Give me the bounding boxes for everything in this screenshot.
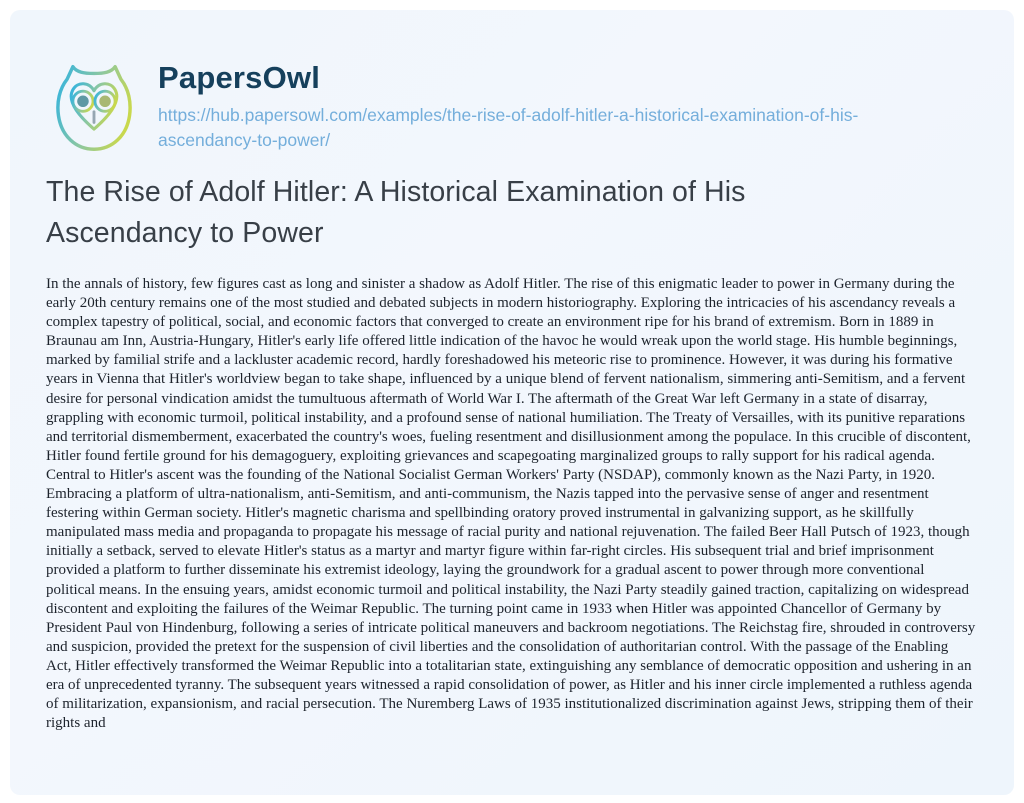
article-body-text: In the annals of history, few figures cast as long and sinister a shadow as Adolf Hitler. The rise of this enigmatic leader to power in Germany during the early 20th century remains one of the most studied and debated subjects in modern historiography. Exploring the intricacies of his ascendancy reveals a complex tapestry of political, social, and economic factors that converged to create an environment ripe for his brand of extremism. Born in 1889 in Braunau am Inn, Austria-Hungary, Hitler's early life offered little indication of the havoc he would wreak upon the world stage. His humble beginnings, marked by familial strife and a lackluster academic record, hardly foreshadowed his meteoric rise to prominence. However, it was during his formative years in Vienna that Hitler's worldview began to take shape, influenced by a unique blend of fervent nationalism, simmering anti-Semitism, and a fervent desire for personal vindication amidst the tumultuous aftermath of World War I. The aftermath of the Great War left Germany in a state of disarray, grappling with economic turmoil, political instability, and a profound sense of national humiliation. The Treaty of Versailles, with its punitive reparations and territorial dismemberment, exacerbated the country's woes, fueling resentment and disillusionment among the populace. In this crucible of discontent, Hitler found fertile ground for his demagoguery, exploiting grievances and scapegoating marginalized groups to rally support for his radical agenda. Central to Hitler's ascent was the founding of the National Socialist German Workers' Party (NSDAP), commonly known as the Nazi Party, in 1920. Embracing a platform of ultra-nationalism, anti-Semitism, and anti-communism, the Nazis tapped into the pervasive sense of anger and resentment festering within German society. Hitler's magnetic charisma and spellbinding oratory proved instrumental in galvanizing support, as he skillfully manipulated mass media and propaganda to propagate his message of racial purity and national rejuvenation. The failed Beer Hall Putsch of 1923, though initially a setback, served to elevate Hitler's status as a martyr and martyr figure within far-right circles. His subsequent trial and brief imprisonment provided a platform to further disseminate his extremist ideology, laying the groundwork for a gradual ascent to power through more conventional political means. In the ensuing years, amidst economic turmoil and political instability, the Nazi Party steadily gained traction, capitalizing on widespread discontent and exploiting the failures of the Weimar Republic. The turning point came in 1933 when Hitler was appointed Chancellor of Germany by President Paul von Hindenburg, following a series of intricate political maneuvers and backroom negotiations. The Reichstag fire, shrouded in controversy and suspicion, provided the pretext for the suspension of civil liberties and the consolidation of authoritarian control. With the passage of the Enabling Act, Hitler effectively transformed the Weimar Republic into a totalitarian state, extinguishing any semblance of democratic opposition and ushering in an era of unprecedented tyranny. The subsequent years witnessed a rapid consolidation of power, as Hitler and his inner circle implemented a ruthless agenda of militarization, expansionism, and racial persecution. The Nuremberg Laws of 1935 institutionalized discrimination against Jews, stripping them of their rights and (46, 276, 976, 732)
page-url-link[interactable]: https://hub.papersowl.com/examples/the-rise-of-adolf-hitler-a-historical-examination-of-his-ascendancy-to-power/ (158, 105, 859, 150)
site-header (46, 58, 976, 156)
page-card (10, 10, 1014, 795)
header-text (158, 58, 936, 153)
brand-title: PapersOwl (158, 60, 321, 95)
article-title: The Rise of Adolf Hitler: A Historical Examination of His Ascendancy to Power (46, 176, 746, 249)
owl-logo-icon (46, 60, 142, 156)
